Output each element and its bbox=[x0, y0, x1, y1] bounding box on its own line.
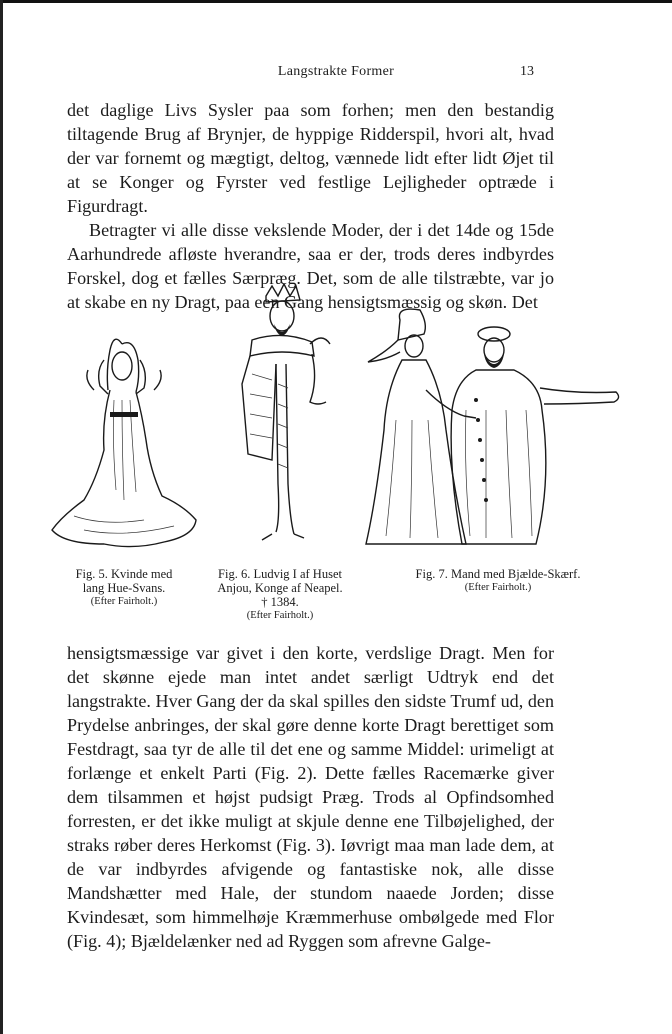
figure-caption bbox=[206, 567, 354, 623]
caption-line: † 1384. bbox=[261, 595, 299, 609]
body-text-bottom bbox=[67, 641, 554, 953]
couple-illustration-icon bbox=[356, 300, 632, 556]
caption-line: lang Hue-Svans. bbox=[82, 581, 166, 595]
body-text-top bbox=[67, 98, 554, 314]
caption-source: (Efter Fairholt.) bbox=[464, 582, 532, 593]
caption-source: (Efter Fairholt.) bbox=[246, 610, 314, 621]
crowned-king-illustration-icon bbox=[222, 284, 352, 552]
caption-line: Fig. 5. Kvinde med bbox=[75, 567, 173, 581]
paragraph: det daglige Livs Sysler paa som forhen; men den bestandig tiltagende Brug af Brynjer, de hyppige Ridderspil, hvori alt, hvad der var fornemt og mægtigt, deltog, vænnede lidt efter lidt Øjet til at se Konger og Fyrster ved festlige Lejligheder optræde i Figurdragt. bbox=[67, 100, 554, 216]
page-number: 13 bbox=[520, 64, 534, 79]
paragraph: Betragter vi alle disse vekslende Moder, der i det 14de og 15de Aarhundrede afløste hverandre, saa er der, trods deres indbyrdes Forskel, dog et fælles Særpræg. Det, som de alle tilstræbte, var jo at skabe en ny Dragt, paa een Gang hensigtsmæssig og skøn. Det bbox=[67, 220, 554, 312]
kneeling-woman-illustration-icon bbox=[44, 330, 204, 558]
figure-caption bbox=[44, 567, 204, 609]
paragraph: hensigtsmæssige var givet i den korte, verdslige Dragt. Men for det skønne ejede man intet andet særligt Udtryk end det langstrakte. Hver Gang der da skal spilles den sidste Trumf ud, den Prydelse anbringes, der skal gøre denne korte Dragt berettiget som Festdragt, saa tyr de alle til det ene og samme Middel: urimeligt at forlænge et enkelt Parti (Fig. 2). Dette fælles Racemærke giver dem tilsammen et højst pudsigt Præg. Trods al Opfindsomhed forresten, er det ikke muligt at skjule denne ene Tilbøjelighed, der straks røber deres Herkomst (Fig. 3). Iøvrigt maa man lade dem, at de var indbyrdes afvigende og fantastiske nok, alle disse Mandshætter med Hale, der stundom naaede Jorden; disse Kvindesæt, som himmelhøje Kræmmerhuse ombølgede med Flor (Fig. 4); Bjældelænker ned ad Ryggen som afrevne Galge- bbox=[67, 643, 554, 951]
figure-caption bbox=[360, 567, 636, 595]
top-border-line bbox=[0, 0, 672, 3]
caption-line: Fig. 7. Mand med Bjælde-Skærf. bbox=[415, 567, 581, 581]
caption-line: Fig. 6. Ludvig I af Huset bbox=[218, 567, 342, 581]
running-title: Langstrakte Former bbox=[277, 64, 395, 79]
caption-line: Anjou, Konge af Neapel. bbox=[217, 581, 343, 595]
left-border-line bbox=[0, 0, 3, 1034]
caption-source: (Efter Fairholt.) bbox=[90, 596, 158, 607]
